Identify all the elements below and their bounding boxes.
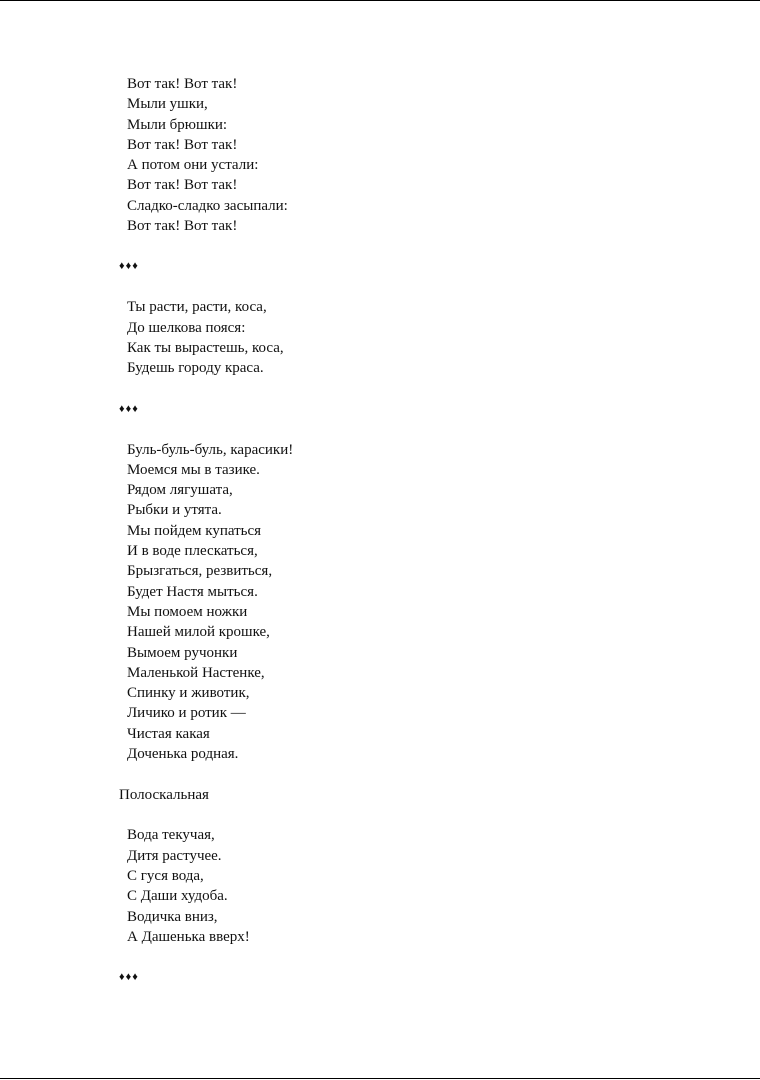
section-separator: ♦♦♦ [119,402,139,415]
verse-line: Мы помоем ножки [127,603,248,620]
verse-line: Рядом лягушата, [127,482,233,499]
verse-line: Вот так! Вот так! [127,76,238,92]
verse-line: С гуся вода, [127,867,204,884]
verse-line: А потом они устали: [127,157,259,174]
verse-line: Буль-буль-буль, карасики! [127,441,294,458]
verse-line: Ты расти, расти, коса, [127,299,267,316]
verse-line: Вода текучая, [127,827,215,844]
verse-line: Водичка вниз, [127,908,218,925]
verse-line: Моемся мы в тазике. [127,461,260,478]
verse-line: С Даши худоба. [127,888,228,905]
section-heading: Полоскальная [119,787,209,804]
verse-line: Рыбки и утята. [127,502,222,519]
page-bottom-border [0,1078,760,1079]
verse-line: Доченька родная. [127,746,239,763]
verse-line: Вот так! Вот так! [127,218,238,235]
verse-block [0,440,760,765]
verse-line: Спинку и животик, [127,685,250,702]
verse-line: Будешь городу краса. [127,360,264,377]
verse-line: Как ты вырастешь, коса, [127,339,284,356]
verse-block [0,74,760,236]
document-content [0,74,760,1008]
verse-line: Будет Настя мыться. [127,583,258,600]
verse-line: Вот так! Вот так! [127,136,238,153]
verse-line: Мы пойдем купаться [127,522,262,539]
page-top-border [0,0,760,1]
verse-line: Личико и ротик — [127,705,246,722]
section-separator: ♦♦♦ [119,971,139,984]
verse-line: Вымоем ручонки [127,644,238,661]
verse-line: Чистая какая [127,725,210,742]
verse-line: Дитя растучее. [127,847,222,864]
verse-line: Вот так! Вот так! [127,177,238,194]
verse-line: Сладко-сладко засыпали: [127,197,288,214]
verse-block [0,825,760,947]
verse-line: Брызгаться, резвиться, [127,563,273,580]
verse-block [0,297,760,378]
section-separator: ♦♦♦ [119,260,139,273]
verse-line: Мыли ушки, [127,96,208,113]
verse-line: До шелкова пояся: [127,319,246,336]
verse-line: И в воде плескаться, [127,543,258,560]
verse-line: Мыли брюшки: [127,116,228,133]
verse-line: Маленькой Настенке, [127,664,265,681]
verse-line: Нашей милой крошке, [127,624,270,641]
verse-line: А Дашенька вверх! [127,928,250,945]
